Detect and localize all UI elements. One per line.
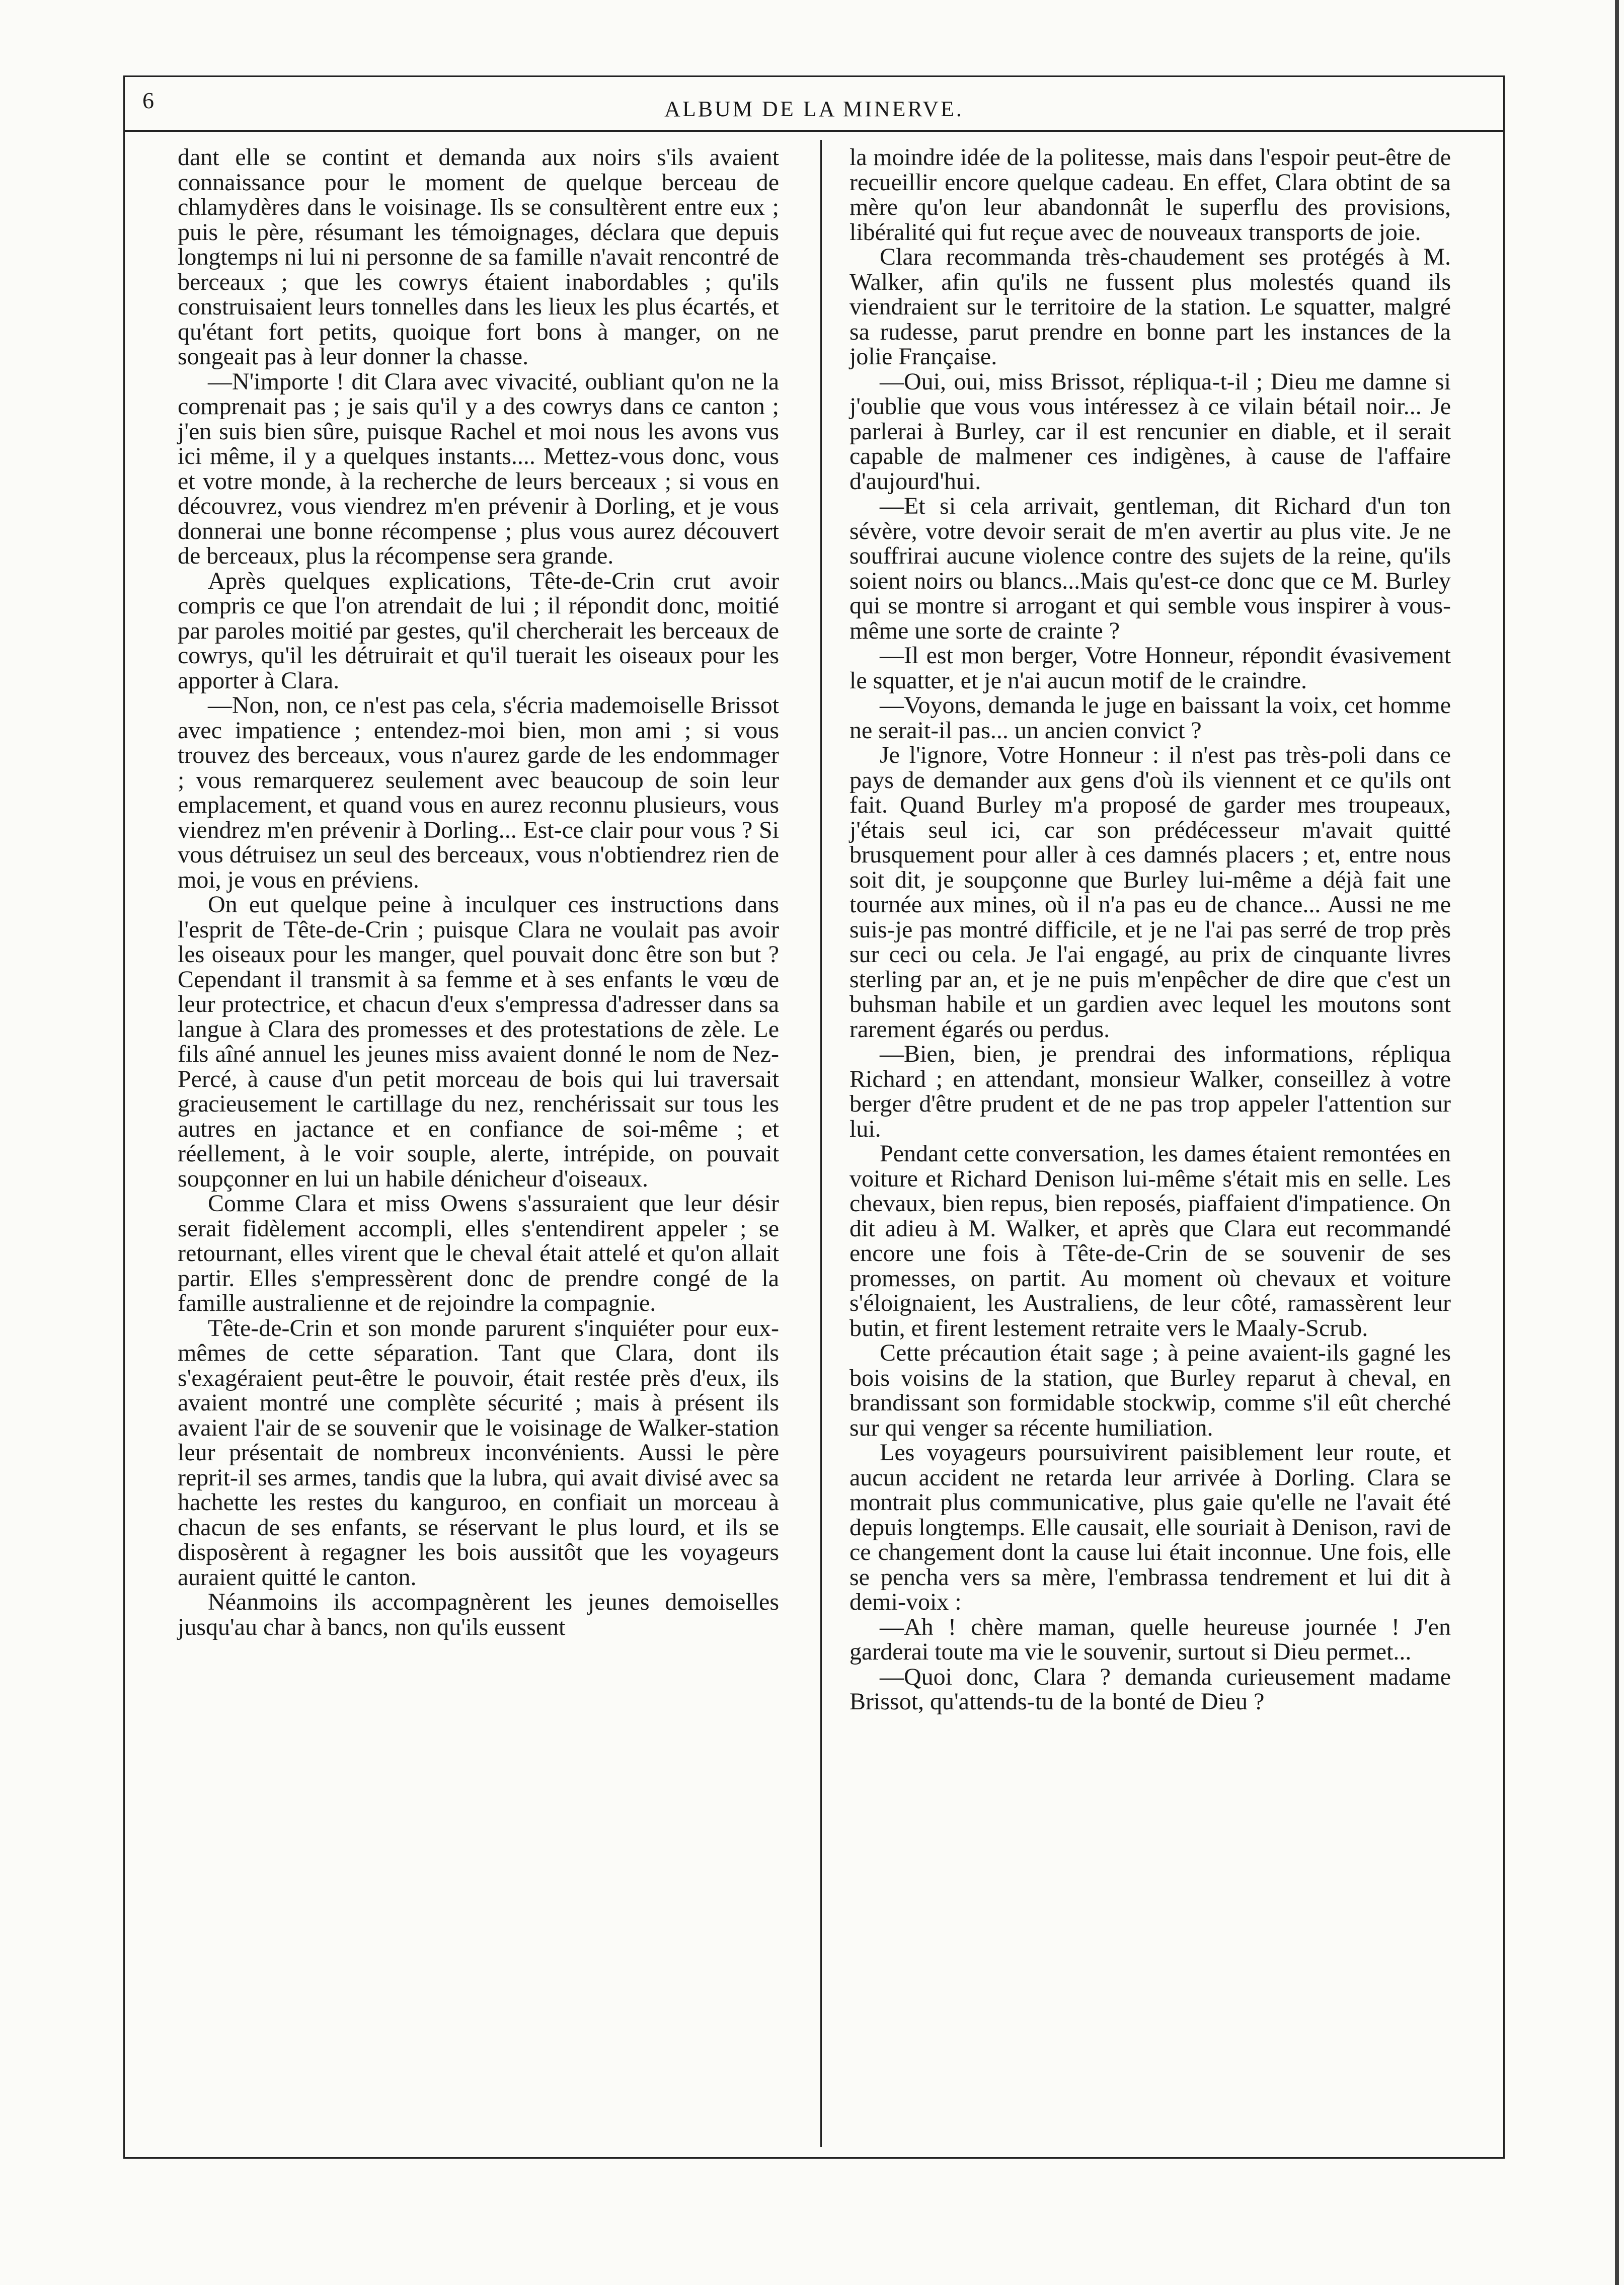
paragraph: Je l'ignore, Votre Honneur : il n'est pas très-poli dans ce pays de demander aux gens d'où ils viennent et ce qu'ils ont fait. Quand Burley m'a proposé de garder mes troupeaux, j'étais seul ici, car son prédécesseur m'avait quitté brusquement pour aller à ces damnés placers ; et, entre nous soit dit, je soupçonne que Burley lui-même a déjà fait une tournée aux mines, où il n'a pas eu de chance... Aussi ne me suis-je pas montré difficile, et je ne l'ai pas serré de trop près sur ceci ou cela. Je l'ai engagé, au prix de cinquante livres sterling par an, et je ne puis m'enpêcher de dire que c'est un buhsman habile et un gardien avec lequel les moutons sont rarement égarés ou perdus.: [849, 742, 1451, 1043]
paragraph: Tête-de-Crin et son monde parurent s'inquiéter pour eux-mêmes de cette séparation. Tant que Clara, dont ils s'exagéraient peut-être le pouvoir, était restée près d'eux, ils avaient montré une complète sécurité ; mais à présent ils avaient l'air de se souvenir que le voisinage de Walker-station leur présentait de nombreux inconvénients. Aussi le père reprit-il ses armes, tandis que la lubra, qui avait divisé avec sa hachette les restes du kanguroo, en confiait un morceau à chacun de ses enfants, se réservant le plus lourd, et ils se disposèrent à regagner les bois aussitôt que les voyageurs auraient quitté le canton.: [178, 1314, 779, 1591]
page-header: [125, 77, 1503, 132]
scan-edge-line: [1615, 0, 1619, 2285]
left-column: [178, 145, 779, 1639]
paragraph: Après quelques explications, Tête-de-Crin crut avoir compris ce que l'on atrendait de lui ; il répondit donc, moitié par paroles moitié par gestes, qu'il chercherait les berceaux de cowrys, qu'il les détruirait et qu'il tuerait les oiseaux pour les apporter à Clara.: [178, 567, 779, 694]
paragraph: Pendant cette conversation, les dames étaient remontées en voiture et Richard Denison lui-même s'était mis en selle. Les chevaux, bien repus, bien reposés, piaffaient d'impatience. On dit adieu à M. Walker, et après que Clara eut recommandé encore une fois à Tête-de-Crin de se souvenir de ses promesses, on partit. Au moment où chevaux et voiture s'éloignaient, les Australiens, de leur côté, ramassèrent leur butin, et firent lestement retraite vers le Maaly-Scrub.: [849, 1140, 1451, 1342]
paragraph: —N'importe ! dit Clara avec vivacité, oubliant qu'on ne la comprenait pas ; je sais qu'il y a des cowrys dans ce canton ; j'en suis bien sûre, puisque Rachel et moi nous les avons vus ici même, il y a quelques instants.... Mettez-vous donc, vous et votre monde, à la recherche de leurs berceaux ; si vous en découvrez, vous viendrez m'en prévenir à Dorling, et je vous donnerai une bonne récompense ; plus vous aurez découvert de berceaux, plus la récompense sera grande.: [178, 368, 779, 569]
paragraph: On eut quelque peine à inculquer ces instructions dans l'esprit de Tête-de-Crin ; puisque Clara ne voulait pas avoir les oiseaux pour les manger, quel pouvait donc être son but ? Cependant il transmit à sa femme et à ses enfants le vœu de leur protectrice, et chacun d'eux s'empressa d'adresser dans sa langue à Clara des promesses et des protestations de zèle. Le fils aîné annuel les jeunes miss avaient donné le nom de Nez-Percé, à cause d'un petit morceau de bois qui lui traversait gracieusement le cartillage du nez, renchérissait sur tous les autres en jactance et en confiance de soi-même ; et réellement, à le voir souple, alerte, intrépide, on pouvait soupçonner en lui un habile dénicheur d'oiseaux.: [178, 891, 779, 1192]
paragraph: —Quoi donc, Clara ? demanda curieusement madame Brissot, qu'attends-tu de la bonté de Dieu ?: [849, 1663, 1451, 1715]
paragraph: dant elle se contint et demanda aux noirs s'ils avaient connaissance pour le moment de quelque berceau de chlamydères dans le voisinage. Ils se consultèrent entre eux ; puis le père, résumant les témoignages, déclara que depuis longtemps ni lui ni personne de sa famille n'avait rencontré de berceaux ; que les cowrys étaient inabordables ; qu'ils construisaient leurs tonnelles dans les lieux les plus écartés, et qu'étant fort petits, quoique fort bons à manger, on ne songeait pas à leur donner la chasse.: [178, 144, 779, 370]
paragraph: Néanmoins ils accompagnèrent les jeunes demoiselles jusqu'au char à bancs, non qu'ils eussent: [178, 1589, 779, 1640]
paragraph: —Bien, bien, je prendrai des informations, répliqua Richard ; en attendant, monsieur Walker, conseillez à votre berger d'être prudent et de ne pas trop appeler l'attention sur lui.: [849, 1041, 1451, 1142]
running-title: ALBUM DE LA MINERVE.: [664, 97, 964, 121]
paragraph: Clara recommanda très-chaudement ses protégés à M. Walker, afin qu'ils ne fussent plus molestés quand ils viendraient sur le territoire de la station. Le squatter, malgré sa rudesse, parut prendre en bonne part les instances de la jolie Française.: [849, 244, 1451, 370]
paragraph: —Non, non, ce n'est pas cela, s'écria mademoiselle Brissot avec impatience ; entendez-moi bien, mon ami ; si vous trouvez des berceaux, vous n'aurez garde de les endommager ; vous remarquerez seulement avec beaucoup de soin leur emplacement, et quand vous en aurez reconnu plusieurs, vous viendrez m'en prévenir à Dorling... Est-ce clair pour vous ? Si vous détruisez un seul des berceaux, vous n'obtiendrez rien de moi, je vous en préviens.: [178, 692, 779, 893]
paragraph: Les voyageurs poursuivirent paisiblement leur route, et aucun accident ne retarda leur arrivée à Dorling. Clara se montrait plus communicative, plus gaie qu'elle ne l'avait été depuis longtemps. Elle causait, elle souriait à Denison, ravi de ce changement dont la cause lui était inconnue. Une fois, elle se pencha vers sa mère, l'embrassa tendrement et lui dit à demi-voix :: [849, 1439, 1451, 1615]
right-column: [849, 145, 1451, 1714]
paragraph: —Oui, oui, miss Brissot, répliqua-t-il ; Dieu me damne si j'oublie que vous vous intéressez à ce vilain bétail noir... Je parlerai à Burley, car il est rencunier en diable, et il serait capable de malmener ces indigènes, à cause de l'affaire d'aujourd'hui.: [849, 368, 1451, 495]
paragraph: —Et si cela arrivait, gentleman, dit Richard d'un ton sévère, votre devoir serait de m'en avertir au plus vite. Je ne souffrirai aucune violence contre des sujets de la reine, qu'ils soient noirs ou blancs...Mais qu'est-ce donc que ce M. Burley qui se montre si arrogant et qui semble vous inspirer à vous-même une sorte de crainte ?: [849, 493, 1451, 644]
paragraph: —Voyons, demanda le juge en baissant la voix, cet homme ne serait-il pas... un ancien convict ?: [849, 692, 1451, 744]
paragraph: la moindre idée de la politesse, mais dans l'espoir peut-être de recueillir encore quelque cadeau. En effet, Clara obtint de sa mère qu'on leur abandonnât le superflu des provisions, libéralité qui fut reçue avec de nouveaux transports de joie.: [849, 144, 1451, 246]
paragraph: Cette précaution était sage ; à peine avaient-ils gagné les bois voisins de la station, que Burley reparut à cheval, en brandissant son formidable stockwip, comme s'il eût cherché sur qui venger sa récente humiliation.: [849, 1340, 1451, 1441]
page-frame: [123, 75, 1505, 2159]
paragraph: —Il est mon berger, Votre Honneur, répondit évasivement le squatter, et je n'ai aucun motif de le craindre.: [849, 642, 1451, 694]
column-divider: [820, 140, 822, 2147]
page-number: 6: [142, 88, 154, 113]
paragraph: Comme Clara et miss Owens s'assuraient que leur désir serait fidèlement accompli, elles s'entendirent appeler ; se retournant, elles virent que le cheval était attelé et qu'on allait partir. Elles s'empressèrent donc de prendre congé de la famille australienne et de rejoindre la compagnie.: [178, 1190, 779, 1316]
paragraph: —Ah ! chère maman, quelle heureuse journée ! J'en garderai toute ma vie le souvenir, surtout si Dieu permet...: [849, 1613, 1451, 1665]
